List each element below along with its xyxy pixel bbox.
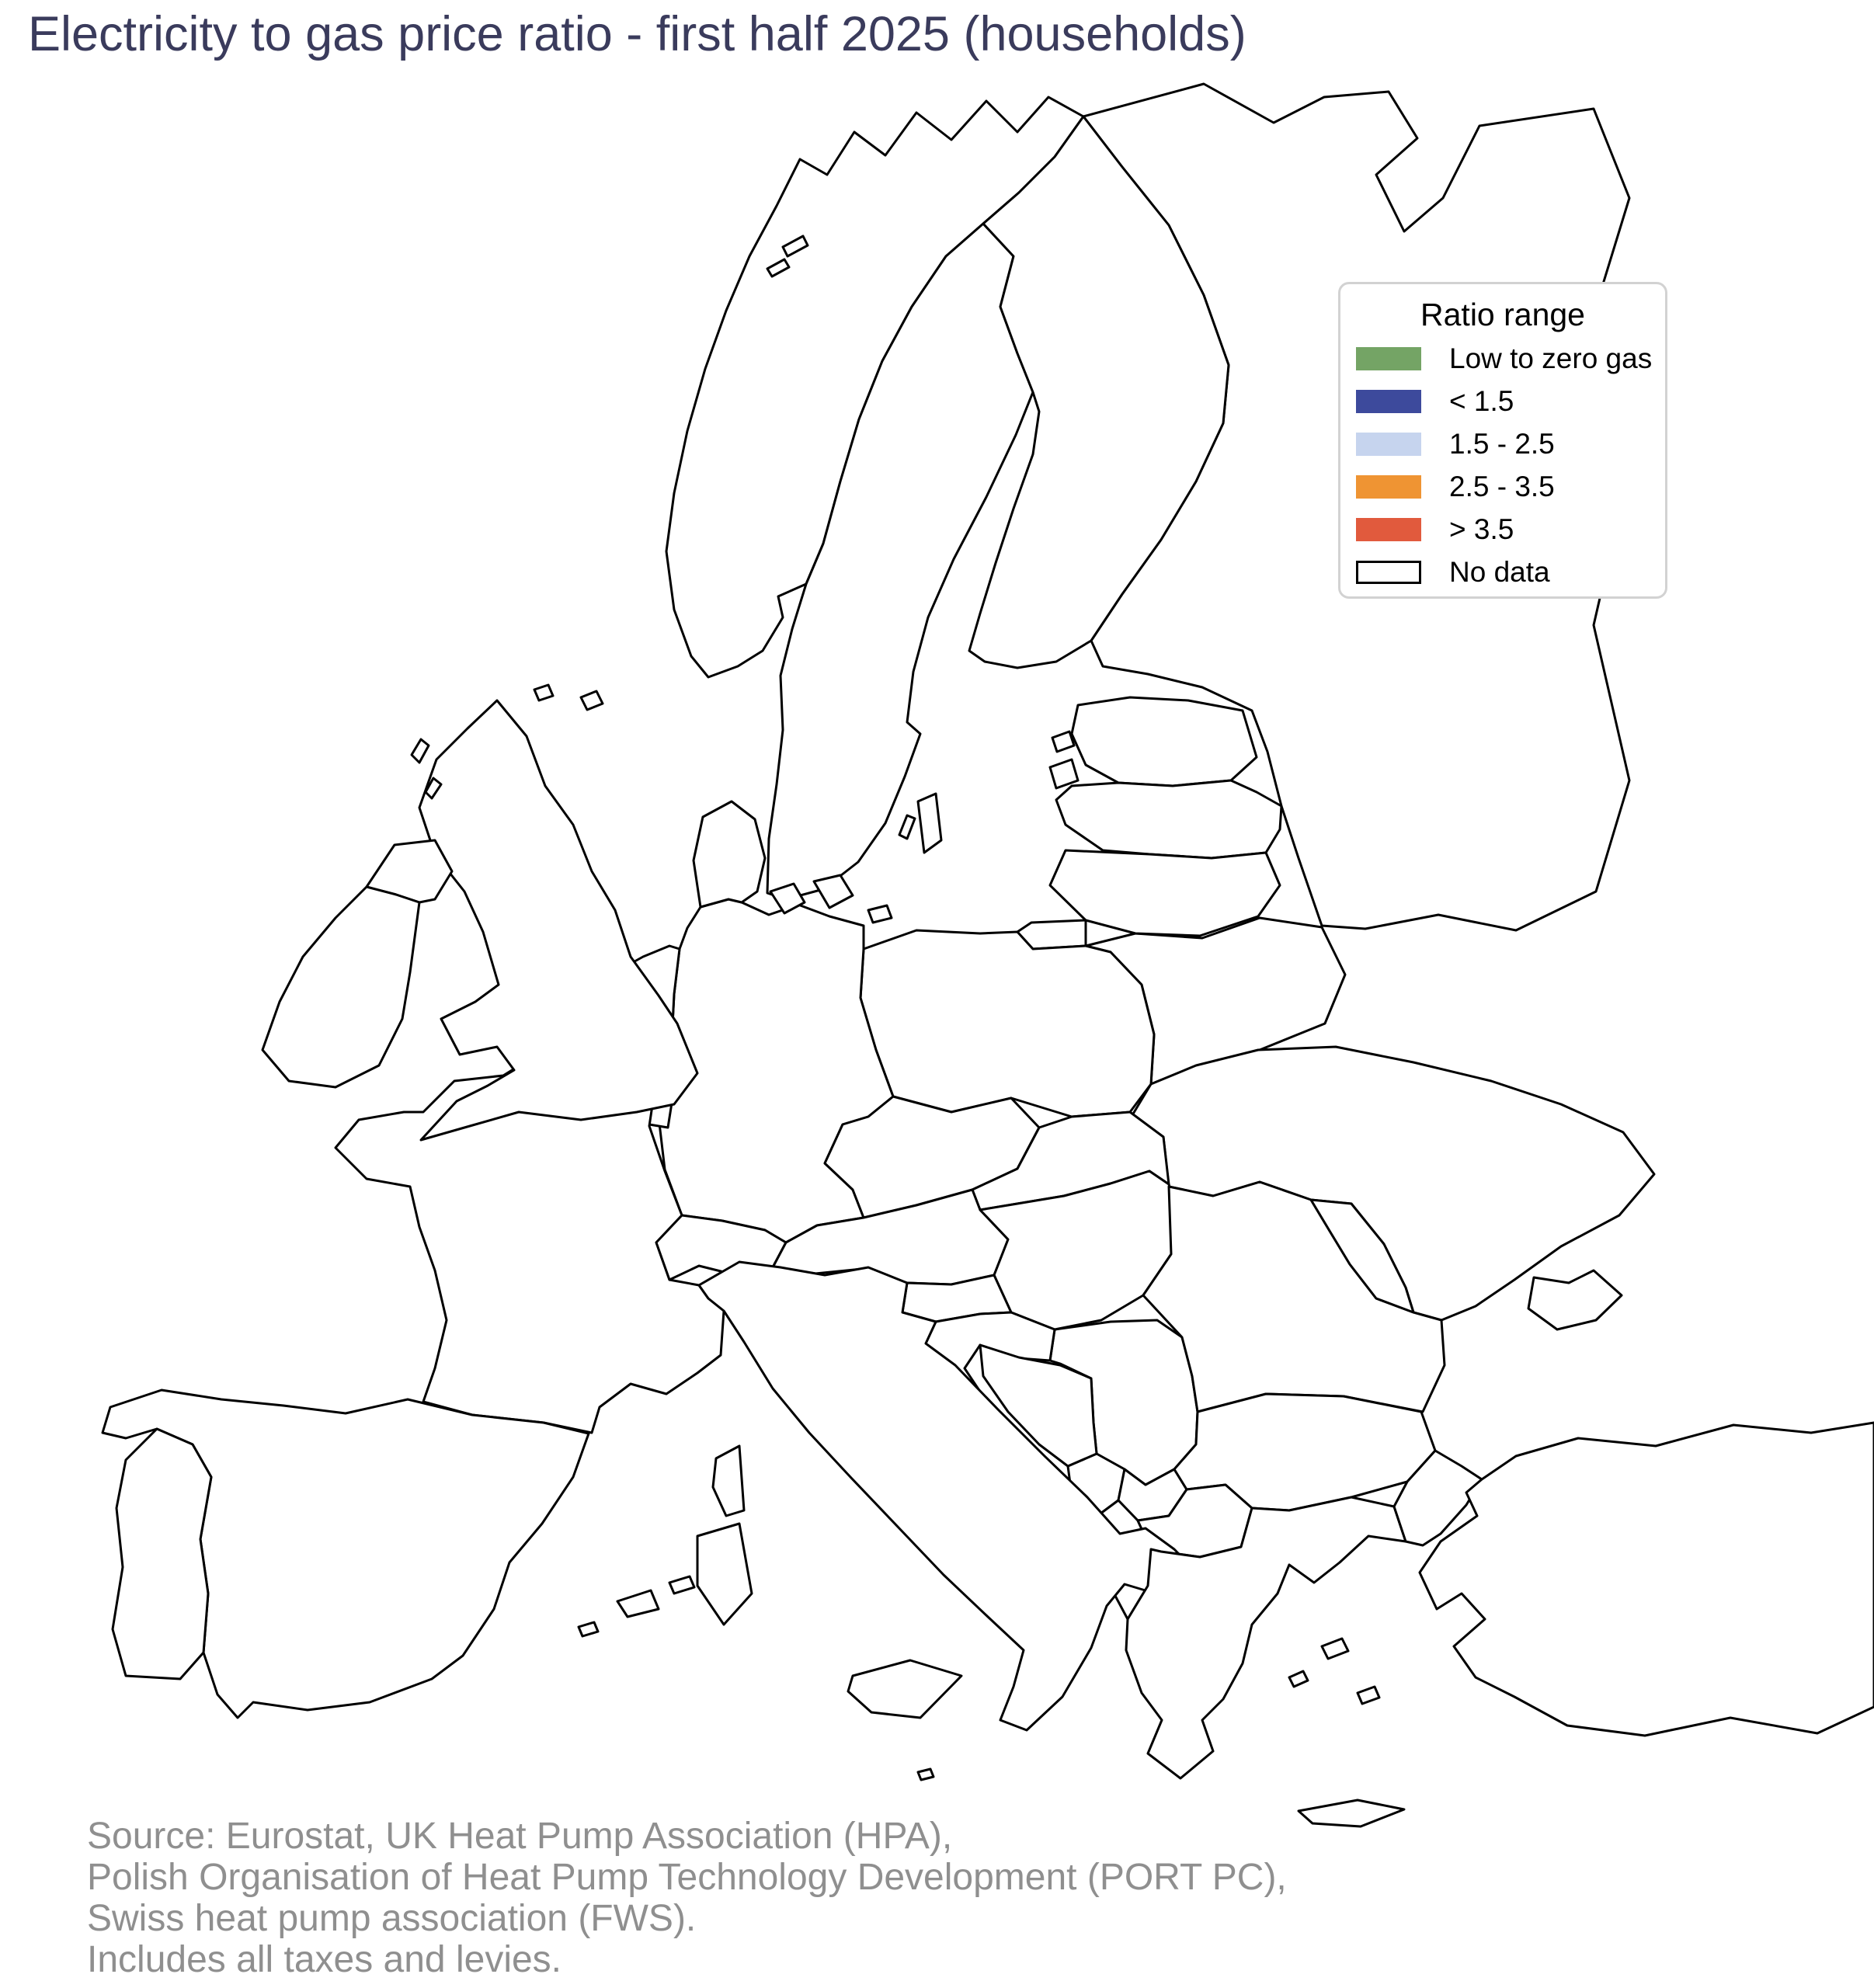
legend-item-2-5-3-5 [1356, 471, 1665, 502]
legend-item-low-to-zero-gas [1356, 342, 1665, 374]
country-portugal [113, 1429, 211, 1679]
country-uk-orkney [534, 685, 553, 700]
country-italy-sardinia [697, 1524, 752, 1625]
country-greece-islands-3 [1289, 1671, 1308, 1687]
country-spain-ibiza [579, 1622, 598, 1636]
country-denmark-bornholm [868, 905, 892, 923]
country-uk-shetland [581, 691, 603, 710]
legend-swatch-low-to-zero-gas [1356, 347, 1421, 370]
legend-item-label: No data [1449, 556, 1550, 588]
source-line: Includes all taxes and levies. [87, 1939, 562, 1980]
country-malta [918, 1769, 934, 1780]
legend-item-label: Low to zero gas [1449, 342, 1653, 374]
country-poland [861, 930, 1154, 1117]
source-line: Source: Eurostat, UK Heat Pump Association (HPA), [87, 1816, 953, 1857]
country-turkey-anatolia [1420, 1423, 1874, 1736]
legend-item-label: 2.5 - 3.5 [1449, 471, 1555, 502]
country-estonia-saaremaa [1050, 759, 1078, 788]
country-denmark [694, 801, 765, 907]
country-greece-islands-2 [1358, 1687, 1379, 1704]
legend-item-no-data [1356, 556, 1665, 588]
country-latvia [1056, 780, 1281, 858]
country-uk-hebrides [412, 739, 429, 763]
legend-item-label: > 3.5 [1449, 513, 1514, 545]
legend-item-lt-1-5 [1356, 385, 1665, 417]
legend-item-label: 1.5 - 2.5 [1449, 428, 1555, 460]
legend-swatch-gt-3-5 [1356, 518, 1421, 541]
country-spain-menorca [669, 1576, 694, 1594]
source-line: Swiss heat pump association (FWS). [87, 1898, 697, 1939]
country-united-kingdom [419, 700, 697, 1140]
country-estonia-hiiumaa [1052, 732, 1074, 752]
country-denmark-zealand [814, 875, 853, 908]
legend-swatch-2-5-3-5 [1356, 475, 1421, 499]
country-greece-crete [1299, 1800, 1404, 1826]
legend-item-gt-3-5 [1356, 513, 1665, 545]
legend [1338, 282, 1667, 599]
legend-title: Ratio range [1420, 297, 1585, 332]
country-ireland [262, 887, 419, 1087]
country-estonia [1072, 697, 1257, 786]
legend-swatch-lt-1-5 [1356, 390, 1421, 413]
source-line: Polish Organisation of Heat Pump Technology Development (PORT PC), [87, 1857, 1287, 1898]
country-sweden-oland [899, 815, 915, 839]
country-france-corsica [713, 1446, 744, 1516]
country-sweden-gotland [918, 794, 941, 853]
legend-swatch-1-5-2-5 [1356, 433, 1421, 456]
country-greece-islands [1322, 1639, 1348, 1659]
country-ukraine-crimea [1528, 1270, 1622, 1329]
legend-item-1-5-2-5 [1356, 428, 1665, 460]
legend-swatch-no-data [1356, 561, 1421, 584]
legend-items [1340, 342, 1665, 588]
source-note [87, 1816, 1287, 1980]
page-title: Electricity to gas price ratio - first half 2025 (households) [28, 7, 1246, 61]
country-spain-mallorca [617, 1590, 659, 1617]
country-italy-sicily [848, 1660, 961, 1718]
legend-item-label: < 1.5 [1449, 385, 1514, 417]
